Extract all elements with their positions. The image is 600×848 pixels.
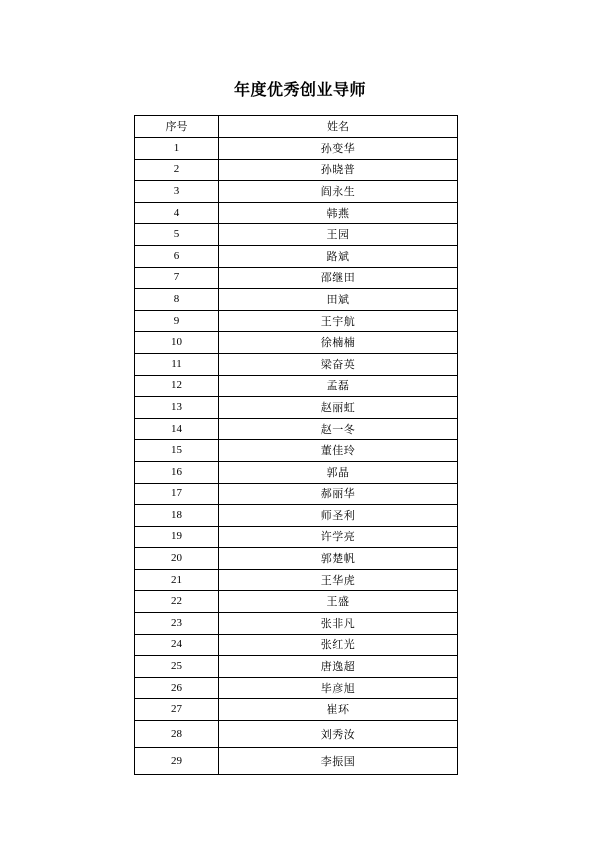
mentor-name: 郝丽华 [219,483,458,505]
table-row [135,353,458,375]
row-number: 21 [135,569,219,591]
row-number: 8 [135,289,219,311]
mentor-name: 毕彦旭 [219,677,458,699]
page-title: 年度优秀创业导师 [233,80,366,99]
row-number: 4 [135,202,219,224]
mentor-name: 田斌 [219,289,458,311]
table-row [135,483,458,505]
mentor-name: 张红光 [219,634,458,656]
table-row [135,591,458,613]
mentor-name: 王园 [219,224,458,246]
table-row [135,310,458,332]
mentor-name: 韩燕 [219,202,458,224]
mentor-name: 郭晶 [219,461,458,483]
row-number: 1 [135,138,219,160]
mentor-name: 王华虎 [219,569,458,591]
row-number: 19 [135,526,219,548]
row-number: 2 [135,159,219,181]
row-number: 11 [135,353,219,375]
row-number: 7 [135,267,219,289]
mentor-name: 赵一冬 [219,418,458,440]
row-number: 13 [135,397,219,419]
table-row [135,397,458,419]
table-row [135,548,458,570]
mentor-name: 梁奋英 [219,353,458,375]
mentor-name: 孙晓普 [219,159,458,181]
mentor-name: 王盛 [219,591,458,613]
table-body [135,138,458,775]
mentor-name: 张非凡 [219,613,458,635]
table-row [135,181,458,203]
table-row [135,634,458,656]
mentor-name: 邵继田 [219,267,458,289]
row-number: 10 [135,332,219,354]
table-row [135,505,458,527]
table-row [135,613,458,635]
table-row [135,159,458,181]
mentor-name: 孙变华 [219,138,458,160]
row-number: 17 [135,483,219,505]
row-number: 12 [135,375,219,397]
table-row [135,138,458,160]
mentor-name: 李振国 [219,748,458,775]
row-number: 27 [135,699,219,721]
row-number: 15 [135,440,219,462]
table-row [135,748,458,775]
mentor-name: 王宇航 [219,310,458,332]
row-number: 18 [135,505,219,527]
mentor-name: 许学亮 [219,526,458,548]
table-header-row [135,116,458,138]
row-number: 29 [135,748,219,775]
row-number: 20 [135,548,219,570]
table-row [135,289,458,311]
row-number: 5 [135,224,219,246]
mentor-name: 孟磊 [219,375,458,397]
row-number: 6 [135,245,219,267]
mentor-name: 阎永生 [219,181,458,203]
row-number: 23 [135,613,219,635]
table-row [135,461,458,483]
mentor-name: 师圣利 [219,505,458,527]
table-row [135,202,458,224]
row-number: 25 [135,656,219,678]
row-number: 16 [135,461,219,483]
mentor-name: 唐逸超 [219,656,458,678]
table-row [135,245,458,267]
row-number: 26 [135,677,219,699]
table-row [135,418,458,440]
table-row [135,677,458,699]
row-number: 28 [135,721,219,748]
table-row [135,440,458,462]
mentor-table [134,115,458,775]
row-number: 24 [135,634,219,656]
mentor-name: 徐楠楠 [219,332,458,354]
mentor-name: 刘秀汝 [219,721,458,748]
row-number: 14 [135,418,219,440]
table-row [135,656,458,678]
mentor-name: 郭楚帆 [219,548,458,570]
mentor-name: 赵丽虹 [219,397,458,419]
row-number: 9 [135,310,219,332]
table-row [135,699,458,721]
table-row [135,224,458,246]
table-row [135,375,458,397]
row-number: 22 [135,591,219,613]
table-row [135,526,458,548]
mentor-name: 崔环 [219,699,458,721]
table-row [135,569,458,591]
mentor-name: 董佳玲 [219,440,458,462]
row-number: 3 [135,181,219,203]
table-row [135,721,458,748]
table-row [135,267,458,289]
table-row [135,332,458,354]
column-header-no: 序号 [135,116,219,138]
column-header-name: 姓名 [219,116,458,138]
mentor-name: 路斌 [219,245,458,267]
